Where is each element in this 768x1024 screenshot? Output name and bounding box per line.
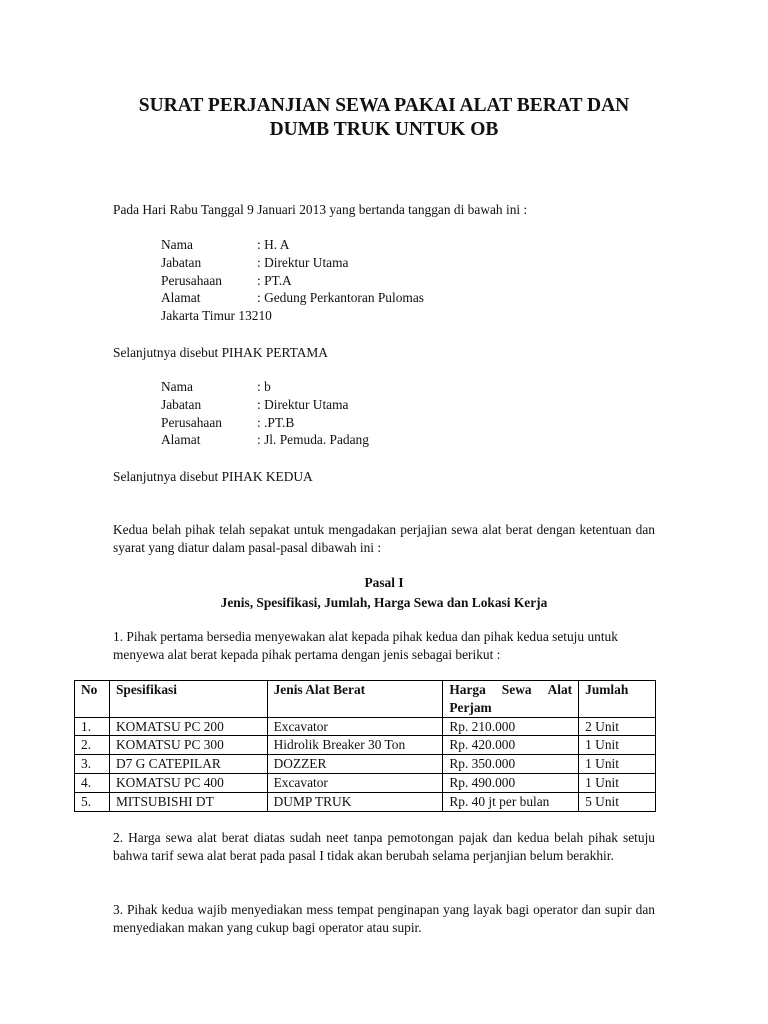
pasal-number: Pasal I: [364, 575, 404, 590]
header-harga-word-1: Harga: [449, 682, 486, 697]
field-label: Perusahaan: [161, 272, 222, 288]
field-value: : b: [257, 379, 271, 394]
table-row: [75, 773, 656, 792]
cell-spesifikasi: MITSUBISHI DT: [109, 792, 267, 811]
field-label: Alamat: [161, 432, 201, 448]
table-header-row: [75, 681, 656, 718]
cell-jenis: Excavator: [267, 773, 443, 792]
cell-spesifikasi: D7 G CATEPILAR: [109, 755, 267, 774]
party-2-row-jabatan: [161, 396, 369, 414]
cell-jumlah: 2 Unit: [579, 717, 656, 736]
header-no: No: [75, 681, 110, 718]
equipment-table: [74, 680, 656, 812]
field-label: Nama: [161, 237, 193, 252]
cell-spesifikasi: KOMATSU PC 400: [109, 773, 267, 792]
clause-3: 3. Pihak kedua wajib menyediakan mess tempat penginapan yang layak bagi operator dan supir dan menyediakan makan yang cukup bagi operator atau supir.: [113, 902, 655, 935]
cell-no: 5.: [75, 792, 110, 811]
header-harga-word-3: Alat: [547, 682, 573, 697]
party-1-row-perusahaan: [161, 272, 424, 290]
header-jenis: Jenis Alat Berat: [267, 681, 443, 718]
clause-2: 2. Harga sewa alat berat diatas sudah neet tanpa pemotongan pajak dan kedua belah pihak setuju bahwa tarif sewa alat berat pada pasal I tidak akan berubah selama perjanjian belum berakhir.: [113, 830, 655, 863]
cell-jenis: Hidrolik Breaker 30 Ton: [267, 736, 443, 755]
party-1-row-alamat: [161, 289, 424, 307]
cell-no: 2.: [75, 736, 110, 755]
title-line-2: DUMB TRUK UNTUK OB: [269, 119, 499, 140]
cell-spesifikasi: KOMATSU PC 300: [109, 736, 267, 755]
cell-jenis: DOZZER: [267, 755, 443, 774]
intro-text: Pada Hari Rabu Tanggal 9 Januari 2013 yang bertanda tanggan di bawah ini :: [113, 202, 528, 217]
header-harga-word-4: Perjam: [449, 699, 492, 715]
field-value: : PT.A: [257, 272, 292, 288]
cell-harga: Rp. 420.000: [443, 736, 579, 755]
cell-jumlah: 1 Unit: [579, 773, 656, 792]
table-row: [75, 736, 656, 755]
party-1-info: [161, 236, 424, 325]
cell-jenis: DUMP TRUK: [267, 792, 443, 811]
header-jumlah: Jumlah: [579, 681, 656, 718]
agreement-text: Kedua belah pihak telah sepakat untuk mengadakan perjajian sewa alat berat dengan ketentuan dan syarat yang diatur dalam pasal-pasal dibawah ini :: [113, 522, 655, 555]
table-row: [75, 792, 656, 811]
cell-jenis: Excavator: [267, 717, 443, 736]
field-value: : Direktur Utama: [257, 396, 349, 412]
cell-no: 3.: [75, 755, 110, 774]
field-value: : H. A: [257, 237, 290, 252]
field-label: Jabatan: [161, 254, 202, 270]
document-title: [100, 94, 668, 142]
cell-harga: Rp. 350.000: [443, 755, 579, 774]
cell-harga: Rp. 490.000: [443, 773, 579, 792]
field-label: Jabatan: [161, 396, 202, 412]
party-2-row-perusahaan: [161, 414, 369, 432]
party-2-row-alamat: [161, 431, 369, 449]
cell-no: 1.: [75, 717, 110, 736]
cell-harga: Rp. 210.000: [443, 717, 579, 736]
field-label: Perusahaan: [161, 414, 222, 430]
field-label: Alamat: [161, 290, 201, 306]
party-2-row-nama: [161, 378, 369, 396]
cell-no: 4.: [75, 773, 110, 792]
table-row: [75, 717, 656, 736]
party-1-row-nama: [161, 236, 424, 254]
cell-jumlah: 1 Unit: [579, 755, 656, 774]
cell-spesifikasi: KOMATSU PC 200: [109, 717, 267, 736]
field-label: Nama: [161, 379, 193, 394]
header-harga: [443, 681, 579, 718]
title-line-1: SURAT PERJANJIAN SEWA PAKAI ALAT BERAT DAN: [138, 95, 630, 116]
header-harga-word-2: Sewa: [501, 682, 532, 697]
pasal-heading: Jenis, Spesifikasi, Jumlah, Harga Sewa dan Lokasi Kerja: [220, 595, 548, 610]
field-value: : Jl. Pemuda. Padang: [257, 432, 369, 448]
cell-jumlah: 5 Unit: [579, 792, 656, 811]
party-1-designation: Selanjutnya disebut PIHAK PERTAMA: [113, 345, 328, 360]
party-2-info: [161, 378, 369, 449]
field-value: : Gedung Perkantoran Pulomas: [257, 290, 424, 306]
clause-1: 1. Pihak pertama bersedia menyewakan alat kepada pihak kedua dan pihak kedua setuju untuk menyewa alat berat kepada pihak pertama dengan jenis sebagai berikut :: [113, 629, 618, 662]
party-2-designation: Selanjutnya disebut PIHAK KEDUA: [113, 469, 313, 484]
header-spesifikasi: Spesifikasi: [109, 681, 267, 718]
table-row: [75, 755, 656, 774]
cell-jumlah: 1 Unit: [579, 736, 656, 755]
cell-harga: Rp. 40 jt per bulan: [443, 792, 579, 811]
field-value: : Direktur Utama: [257, 254, 349, 270]
party-1-row-jabatan: [161, 254, 424, 272]
party-1-address-extra: Jakarta Timur 13210: [161, 308, 272, 324]
field-value: : .PT.B: [257, 414, 295, 430]
